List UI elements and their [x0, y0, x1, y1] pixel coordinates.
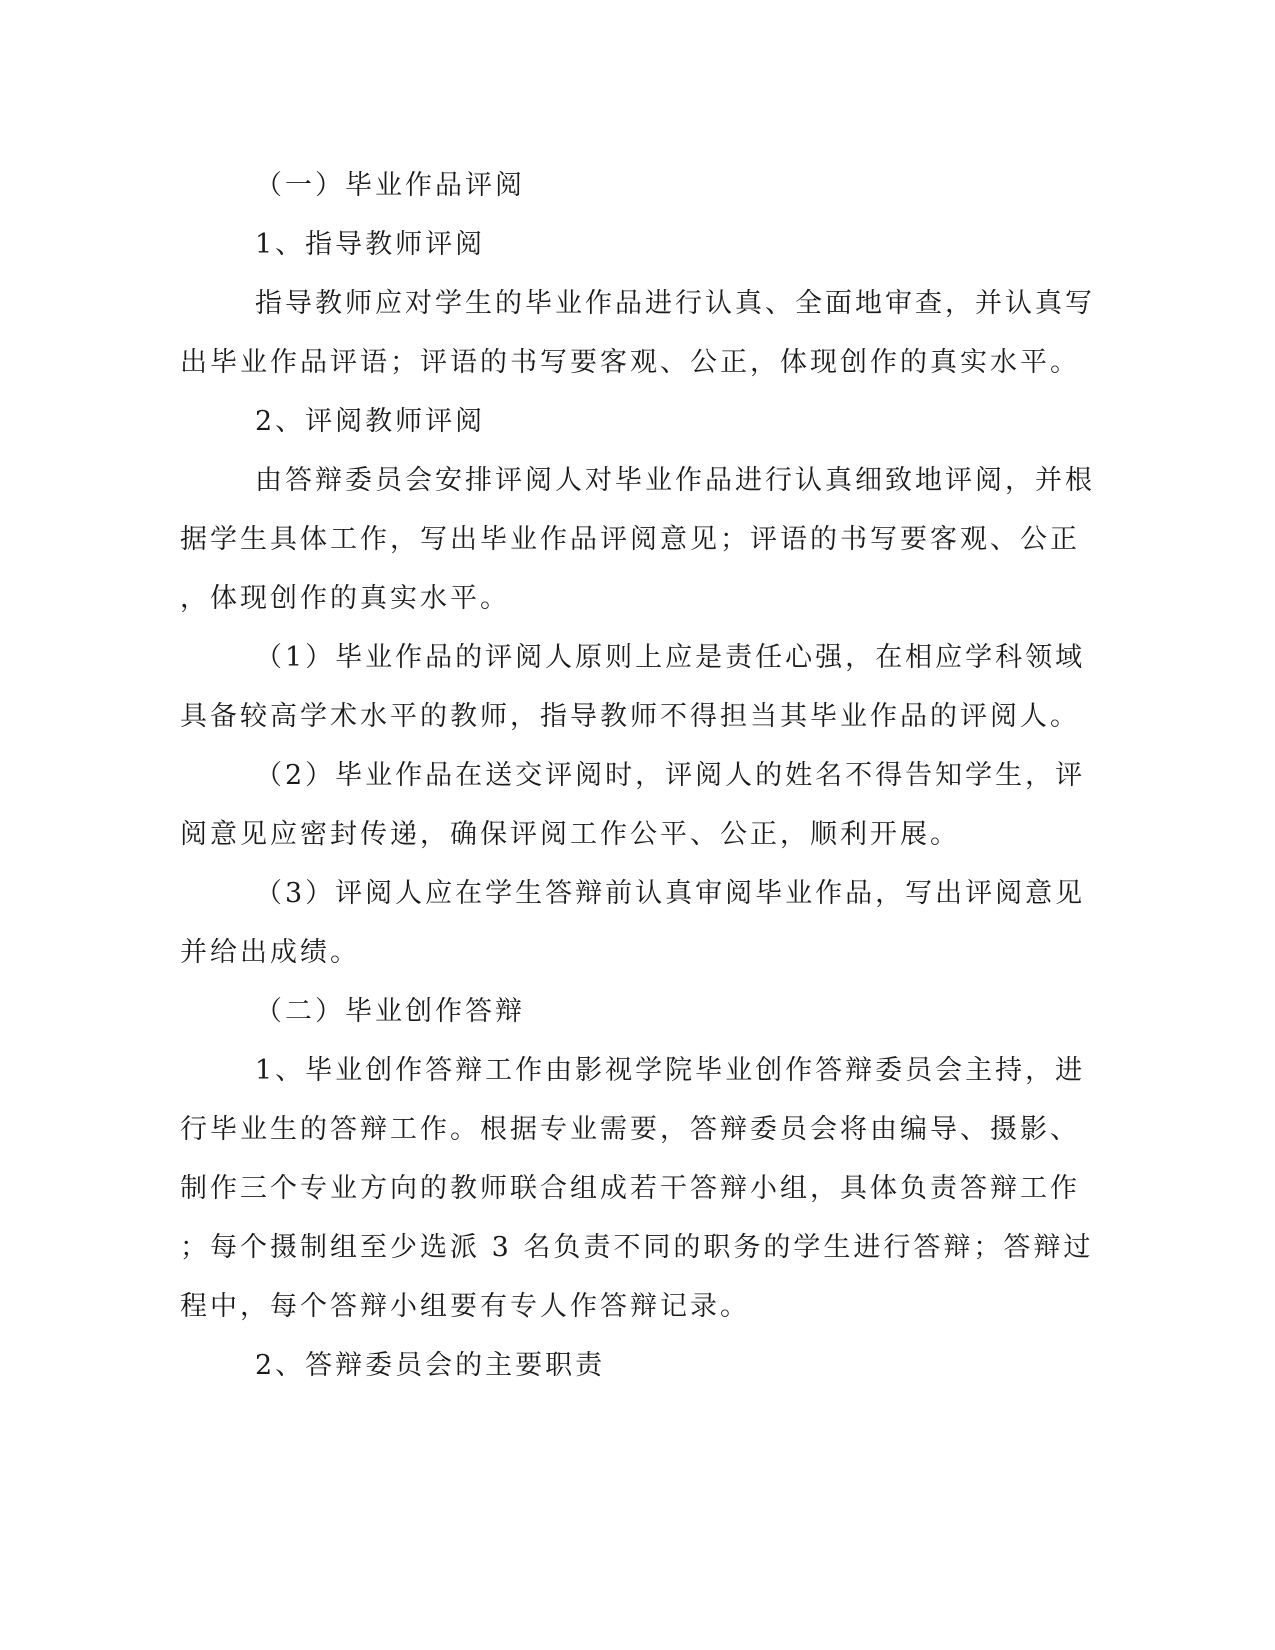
paragraph-line: 指导教师应对学生的毕业作品进行认真、全面地审查，并认真写: [255, 288, 1095, 319]
paragraph-line: 具备较高学术水平的教师，指导教师不得担当其毕业作品的评阅人。: [180, 701, 1080, 732]
section-heading-1: （一）毕业作品评阅: [255, 170, 525, 201]
paragraph-line: （1）毕业作品的评阅人原则上应是责任心强，在相应学科领域: [255, 642, 1086, 673]
paragraph-line: 阅意见应密封传递，确保评阅工作公平、公正，顺利开展。: [180, 819, 960, 850]
paragraph-line: 制作三个专业方向的教师联合组成若干答辩小组，具体负责答辩工作: [180, 1173, 1080, 1204]
paragraph-line: 由答辩委员会安排评阅人对毕业作品进行认真细致地评阅，并根: [255, 465, 1095, 496]
section-heading-2: （二）毕业创作答辩: [255, 996, 525, 1027]
paragraph-line: 并给出成绩。: [180, 937, 360, 968]
document-body: [180, 156, 1095, 1395]
paragraph-line: 1、毕业创作答辩工作由影视学院毕业创作答辩委员会主持，进: [255, 1055, 1086, 1086]
paragraph-line: 出毕业作品评语；评语的书写要客观、公正，体现创作的真实水平。: [180, 347, 1080, 378]
paragraph-line: 行毕业生的答辩工作。根据专业需要，答辩委员会将由编导、摄影、: [180, 1114, 1080, 1145]
paragraph-line: ；每个摄制组至少选派 3 名负责不同的职务的学生进行答辩；答辩过: [180, 1232, 1094, 1263]
paragraph-line: 据学生具体工作，写出毕业作品评阅意见；评语的书写要客观、公正: [180, 524, 1080, 555]
item-heading: 2、评阅教师评阅: [255, 406, 486, 437]
paragraph-line: 程中，每个答辩小组要有专人作答辩记录。: [180, 1291, 750, 1322]
item-heading: 1、指导教师评阅: [255, 229, 486, 260]
paragraph-line: （2）毕业作品在送交评阅时，评阅人的姓名不得告知学生，评: [255, 760, 1086, 791]
item-heading: 2、答辩委员会的主要职责: [255, 1350, 606, 1381]
paragraph-line: ，体现创作的真实水平。: [180, 583, 510, 614]
paragraph-line: （3）评阅人应在学生答辩前认真审阅毕业作品，写出评阅意见: [255, 878, 1086, 909]
